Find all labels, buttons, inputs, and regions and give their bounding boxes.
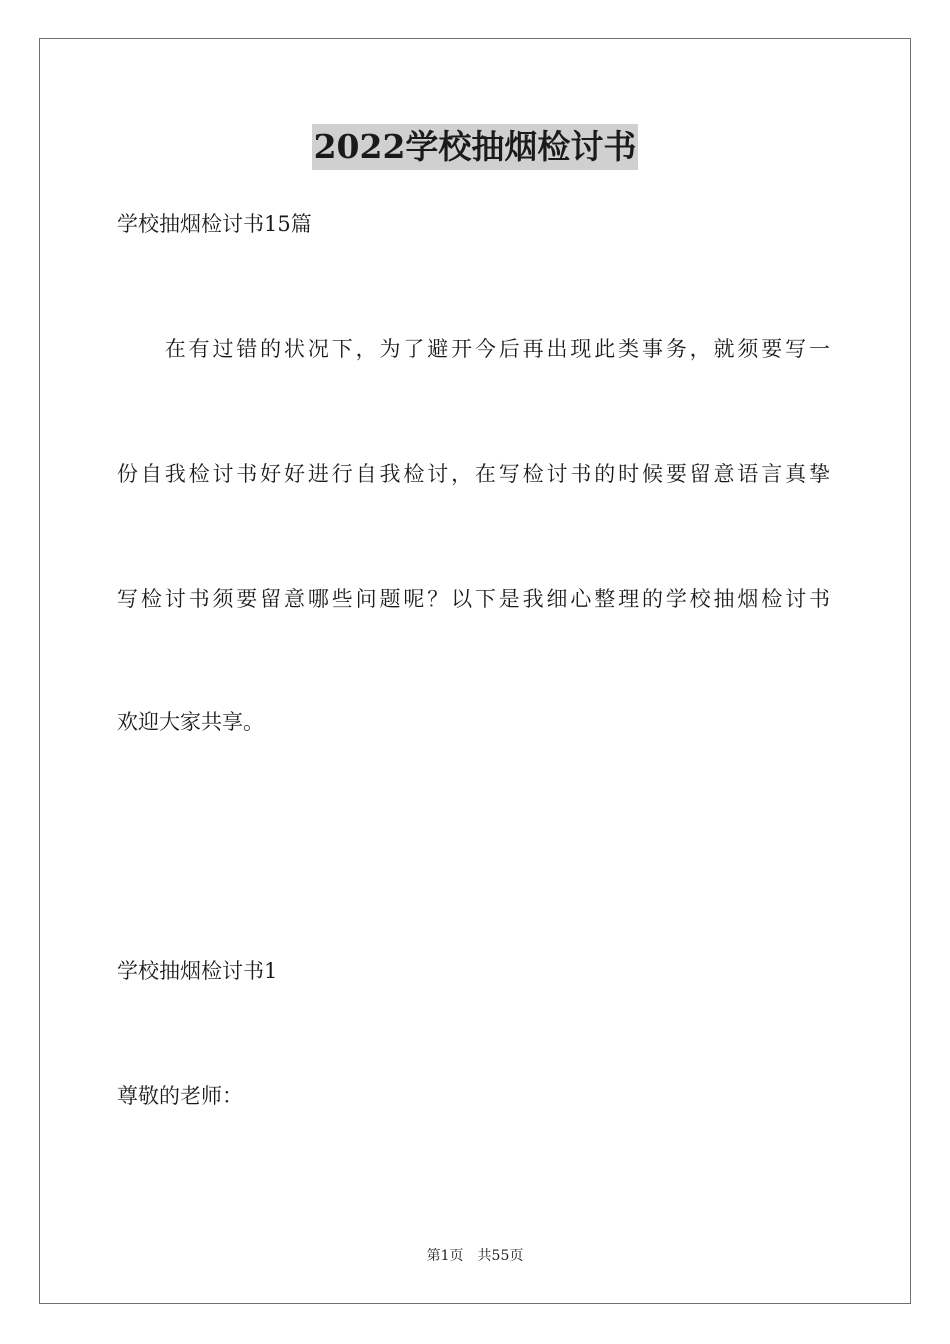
page-total: 共55页 <box>477 1248 524 1264</box>
intro-line-2: 份自我检讨书好好进行自我检讨，在写检讨书的时候要留意语言真挚 <box>117 462 830 486</box>
document-title: 2022学校抽烟检讨书 <box>312 124 639 170</box>
title-container <box>0 124 950 170</box>
document-subtitle: 学校抽烟检讨书15篇 <box>117 212 312 236</box>
intro-line-3: 写检讨书须要留意哪些问题呢？以下是我细心整理的学校抽烟检讨书 <box>117 587 830 611</box>
page-footer <box>0 1246 950 1266</box>
intro-line-4: 欢迎大家共享。 <box>117 710 264 734</box>
salutation: 尊敬的老师： <box>117 1084 243 1108</box>
section-heading: 学校抽烟检讨书1 <box>117 959 278 983</box>
page-number: 第1页 <box>426 1248 464 1264</box>
intro-line-1: 在有过错的状况下，为了避开今后再出现此类事务，就须要写一 <box>117 337 830 361</box>
